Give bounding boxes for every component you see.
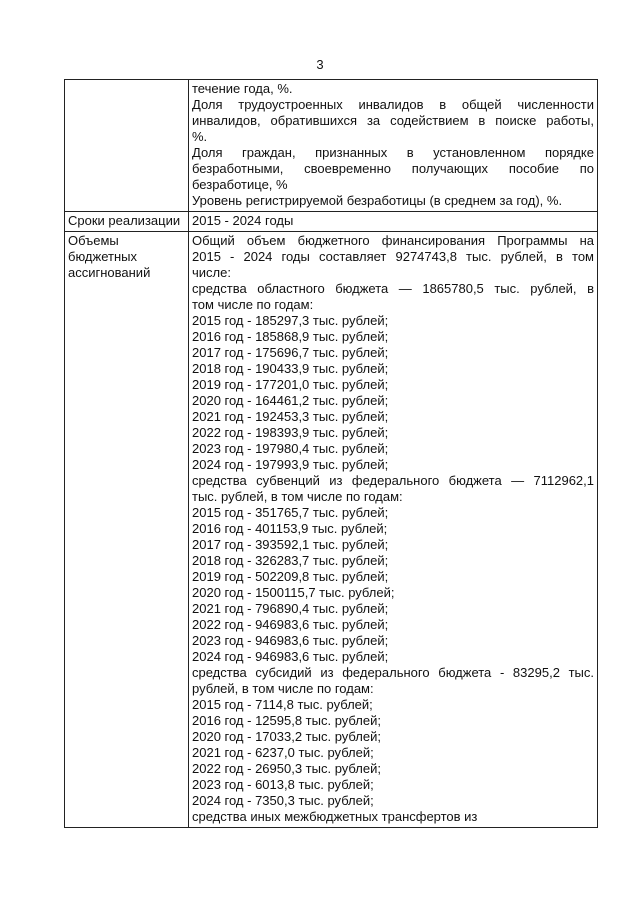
- budget-line: 2021 год - 6237,0 тыс. рублей;: [192, 745, 374, 760]
- indicator-line: течение года, %.: [192, 81, 293, 96]
- budget-line: тыс. рублей, в том числе по годам:: [192, 489, 403, 504]
- budget-line: средства субвенций из федерального бюджета — 7112962,1: [192, 473, 594, 488]
- budget-line: 2018 год - 190433,9 тыс. рублей;: [192, 361, 389, 376]
- budget-line: средства субсидий из федерального бюджета - 83295,2 тыс.: [192, 665, 594, 680]
- budget-line: 2024 год - 946983,6 тыс. рублей;: [192, 649, 389, 664]
- program-passport-table: [64, 79, 598, 828]
- budget-line: 2022 год - 26950,3 тыс. рублей;: [192, 761, 381, 776]
- budget-line: 2018 год - 326283,7 тыс. рублей;: [192, 553, 389, 568]
- budget-line: 2016 год - 12595,8 тыс. рублей;: [192, 713, 381, 728]
- indicator-line: Уровень регистрируемой безработицы (в среднем за год), %.: [192, 193, 563, 208]
- indicators-row: [65, 80, 598, 212]
- budget-line: 2024 год - 7350,3 тыс. рублей;: [192, 793, 374, 808]
- indicator-line: %.: [192, 129, 208, 144]
- implementation-period-value: 2015 - 2024 годы: [189, 212, 598, 232]
- budget-allocations-row: [65, 232, 598, 828]
- implementation-period-label: Сроки реализации: [65, 212, 189, 232]
- budget-line: 2024 год - 197993,9 тыс. рублей;: [192, 457, 389, 472]
- budget-line: том числе по годам:: [192, 297, 314, 312]
- budget-label-line: Объемы: [68, 233, 119, 248]
- budget-line: средства иных межбюджетных трансфертов из: [192, 809, 478, 824]
- budget-line: 2015 год - 7114,8 тыс. рублей;: [192, 697, 373, 712]
- budget-line: 2016 год - 185868,9 тыс. рублей;: [192, 329, 389, 344]
- budget-line: 2015 год - 185297,3 тыс. рублей;: [192, 313, 389, 328]
- budget-line: 2020 год - 1500115,7 тыс. рублей;: [192, 585, 395, 600]
- budget-label-line: бюджетных: [68, 249, 137, 264]
- indicator-line: Доля граждан, признанных в установленном порядке: [192, 145, 594, 160]
- budget-line: 2022 год - 946983,6 тыс. рублей;: [192, 617, 389, 632]
- budget-line: 2019 год - 502209,8 тыс. рублей;: [192, 569, 389, 584]
- page-number: 3: [316, 57, 324, 72]
- budget-line: 2023 год - 197980,4 тыс. рублей;: [192, 441, 389, 456]
- budget-label-line: ассигнований: [68, 265, 151, 280]
- budget-line: 2016 год - 401153,9 тыс. рублей;: [192, 521, 388, 536]
- implementation-period-row: [65, 212, 598, 232]
- indicator-line: безработными, своевременно получающих пособие по: [192, 161, 594, 176]
- indicator-line: безработице, %: [192, 177, 288, 192]
- indicator-line: Доля трудоустроенных инвалидов в общей численности: [192, 97, 594, 112]
- budget-line: средства областного бюджета — 1865780,5 тыс. рублей, в: [192, 281, 594, 296]
- budget-line: рублей, в том числе по годам:: [192, 681, 374, 696]
- budget-line: 2022 год - 198393,9 тыс. рублей;: [192, 425, 389, 440]
- budget-line: 2015 год - 351765,7 тыс. рублей;: [192, 505, 389, 520]
- budget-line: Общий объем бюджетного финансирования Программы на: [192, 233, 594, 248]
- budget-line: 2021 год - 192453,3 тыс. рублей;: [192, 409, 389, 424]
- budget-line: 2019 год - 177201,0 тыс. рублей;: [192, 377, 389, 392]
- budget-line: 2017 год - 175696,7 тыс. рублей;: [192, 345, 389, 360]
- budget-allocations-label-cell: [65, 232, 189, 828]
- budget-line: 2017 год - 393592,1 тыс. рублей;: [192, 537, 389, 552]
- budget-line: 2020 год - 17033,2 тыс. рублей;: [192, 729, 381, 744]
- indicator-line: инвалидов, обратившихся за содействием в поиске работы,: [192, 113, 594, 128]
- budget-allocations-value-cell: [189, 232, 598, 828]
- indicators-label-cell: [65, 80, 189, 212]
- budget-line: числе:: [192, 265, 231, 280]
- budget-line: 2020 год - 164461,2 тыс. рублей;: [192, 393, 389, 408]
- budget-line: 2023 год - 6013,8 тыс. рублей;: [192, 777, 374, 792]
- budget-line: 2015 - 2024 годы составляет 9274743,8 тыс. рублей, в том: [192, 249, 594, 264]
- budget-line: 2021 год - 796890,4 тыс. рублей;: [192, 601, 389, 616]
- indicators-value-cell: [189, 80, 598, 212]
- budget-line: 2023 год - 946983,6 тыс. рублей;: [192, 633, 389, 648]
